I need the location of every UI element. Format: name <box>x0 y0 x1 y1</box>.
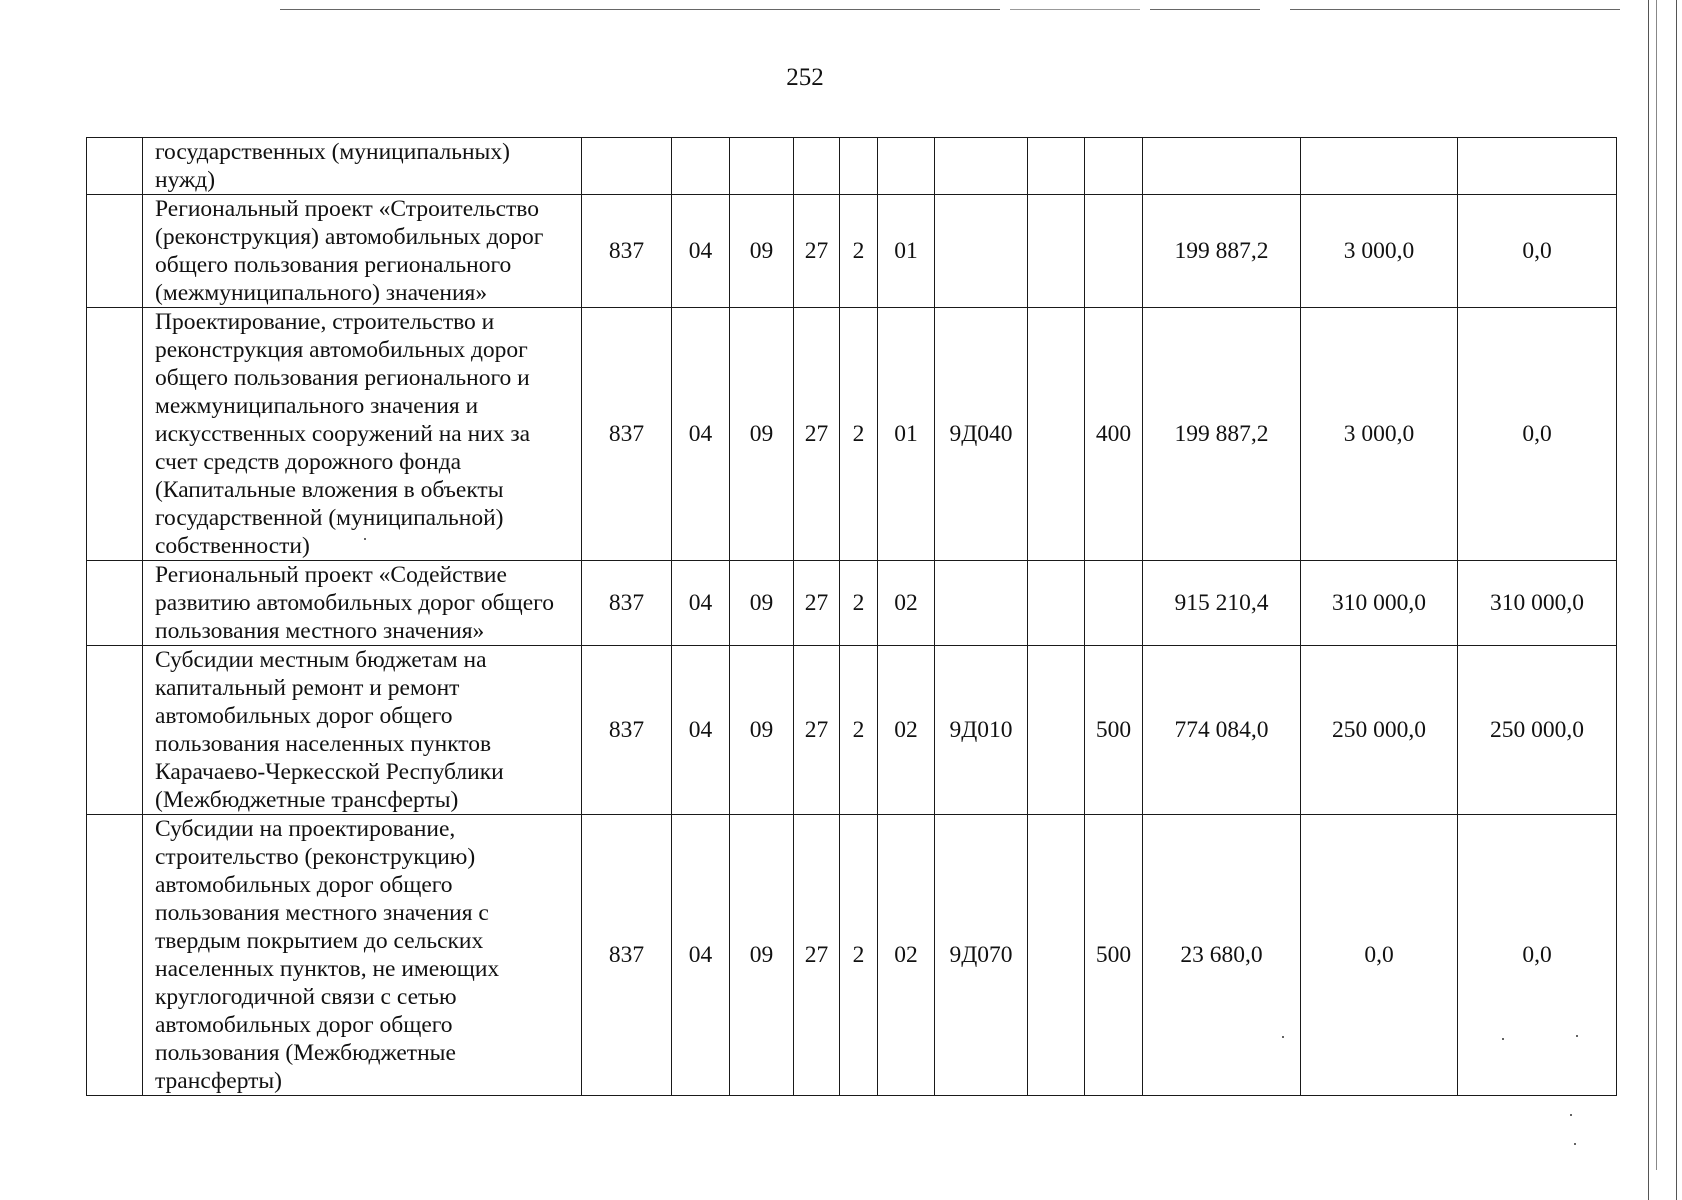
scan-speck <box>1574 1143 1576 1145</box>
row-index-cell <box>87 815 143 1096</box>
ministry-code: 837 <box>582 561 672 646</box>
subsection-code: 09 <box>730 646 794 815</box>
subsection-code: 09 <box>730 308 794 561</box>
program-code: 27 <box>794 815 840 1096</box>
item-name: Проектирование, строительство и реконструкция автомобильных дорог общего пользования регионального и межмуниципального значения и искусственных сооружений на них за счет средств дорожного фонда (Капитальные вложения в объекты государственной (муниципальной) собственности) <box>143 308 582 561</box>
sum-year-3 <box>1458 138 1617 195</box>
subsection-code: 09 <box>730 815 794 1096</box>
sum-year-1: 199 887,2 <box>1143 308 1301 561</box>
section-code: 04 <box>672 815 730 1096</box>
table-row <box>87 195 1617 308</box>
sum-year-2: 310 000,0 <box>1301 561 1458 646</box>
budget-table <box>86 137 1617 1096</box>
table-row <box>87 815 1617 1096</box>
ministry-code: 837 <box>582 646 672 815</box>
program-code: 27 <box>794 308 840 561</box>
sum-year-2: 250 000,0 <box>1301 646 1458 815</box>
expense-type-code <box>1085 138 1143 195</box>
ministry-code: 837 <box>582 815 672 1096</box>
extra-code <box>1028 815 1085 1096</box>
scan-edge-line <box>280 9 1000 10</box>
sum-year-3: 0,0 <box>1458 308 1617 561</box>
scan-edge-line <box>1648 0 1649 1200</box>
extra-code <box>1028 308 1085 561</box>
expense-type-code: 500 <box>1085 646 1143 815</box>
expense-type-code <box>1085 195 1143 308</box>
table-row <box>87 308 1617 561</box>
expense-type-code: 500 <box>1085 815 1143 1096</box>
section-code <box>672 138 730 195</box>
scan-edge-line <box>1656 0 1657 1170</box>
sum-year-2 <box>1301 138 1458 195</box>
event-code: 01 <box>878 195 935 308</box>
sum-year-1: 774 084,0 <box>1143 646 1301 815</box>
sum-year-3: 310 000,0 <box>1458 561 1617 646</box>
scan-edge-line <box>1150 9 1260 10</box>
direction-code <box>935 195 1028 308</box>
direction-code: 9Д040 <box>935 308 1028 561</box>
ministry-code: 837 <box>582 195 672 308</box>
subprogram-code: 2 <box>840 561 878 646</box>
ministry-code <box>582 138 672 195</box>
direction-code: 9Д070 <box>935 815 1028 1096</box>
scan-speck <box>1570 1114 1572 1116</box>
item-name: Региональный проект «Содействие развитию автомобильных дорог общего пользования местного значения» <box>143 561 582 646</box>
row-index-cell <box>87 646 143 815</box>
section-code: 04 <box>672 561 730 646</box>
subsection-code: 09 <box>730 561 794 646</box>
sum-year-2: 0,0 <box>1301 815 1458 1096</box>
extra-code <box>1028 646 1085 815</box>
program-code: 27 <box>794 195 840 308</box>
section-code: 04 <box>672 646 730 815</box>
sum-year-1: 199 887,2 <box>1143 195 1301 308</box>
item-name: государственных (муниципальных) нужд) <box>143 138 582 195</box>
table-row <box>87 646 1617 815</box>
event-code: 02 <box>878 561 935 646</box>
expense-type-code <box>1085 561 1143 646</box>
direction-code: 9Д010 <box>935 646 1028 815</box>
item-name: Субсидии на проектирование, строительство (реконструкцию) автомобильных дорог общего пользования местного значения с твердым покрытием до сельских населенных пунктов, не имеющих круглогодичной связи с сетью автомобильных дорог общего пользования (Межбюджетные трансферты) <box>143 815 582 1096</box>
direction-code <box>935 561 1028 646</box>
extra-code <box>1028 138 1085 195</box>
event-code: 02 <box>878 646 935 815</box>
event-code: 01 <box>878 308 935 561</box>
section-code: 04 <box>672 308 730 561</box>
row-index-cell <box>87 308 143 561</box>
table-row <box>87 561 1617 646</box>
subprogram-code: 2 <box>840 308 878 561</box>
section-code: 04 <box>672 195 730 308</box>
sum-year-2: 3 000,0 <box>1301 195 1458 308</box>
expense-type-code: 400 <box>1085 308 1143 561</box>
sum-year-3: 0,0 <box>1458 815 1617 1096</box>
sum-year-1: 915 210,4 <box>1143 561 1301 646</box>
sum-year-1 <box>1143 138 1301 195</box>
extra-code <box>1028 561 1085 646</box>
program-code: 27 <box>794 561 840 646</box>
subprogram-code: 2 <box>840 195 878 308</box>
program-code <box>794 138 840 195</box>
event-code <box>878 138 935 195</box>
subprogram-code <box>840 138 878 195</box>
scan-edge-line <box>1676 0 1677 1200</box>
sum-year-3: 250 000,0 <box>1458 646 1617 815</box>
extra-code <box>1028 195 1085 308</box>
page-number: 252 <box>786 64 824 91</box>
sum-year-3: 0,0 <box>1458 195 1617 308</box>
item-name: Субсидии местным бюджетам на капитальный ремонт и ремонт автомобильных дорог общего пользования населенных пунктов Карачаево-Черкесской Республики (Межбюджетные трансферты) <box>143 646 582 815</box>
subprogram-code: 2 <box>840 646 878 815</box>
row-index-cell <box>87 138 143 195</box>
program-code: 27 <box>794 646 840 815</box>
subsection-code: 09 <box>730 195 794 308</box>
subprogram-code: 2 <box>840 815 878 1096</box>
direction-code <box>935 138 1028 195</box>
table-row <box>87 138 1617 195</box>
row-index-cell <box>87 561 143 646</box>
sum-year-1: 23 680,0 <box>1143 815 1301 1096</box>
event-code: 02 <box>878 815 935 1096</box>
scan-edge-line <box>1010 9 1140 10</box>
row-index-cell <box>87 195 143 308</box>
ministry-code: 837 <box>582 308 672 561</box>
item-name: Региональный проект «Строительство (реконструкция) автомобильных дорог общего пользования регионального (межмуниципального) значения» <box>143 195 582 308</box>
subsection-code <box>730 138 794 195</box>
scan-edge-line <box>1290 9 1620 10</box>
sum-year-2: 3 000,0 <box>1301 308 1458 561</box>
